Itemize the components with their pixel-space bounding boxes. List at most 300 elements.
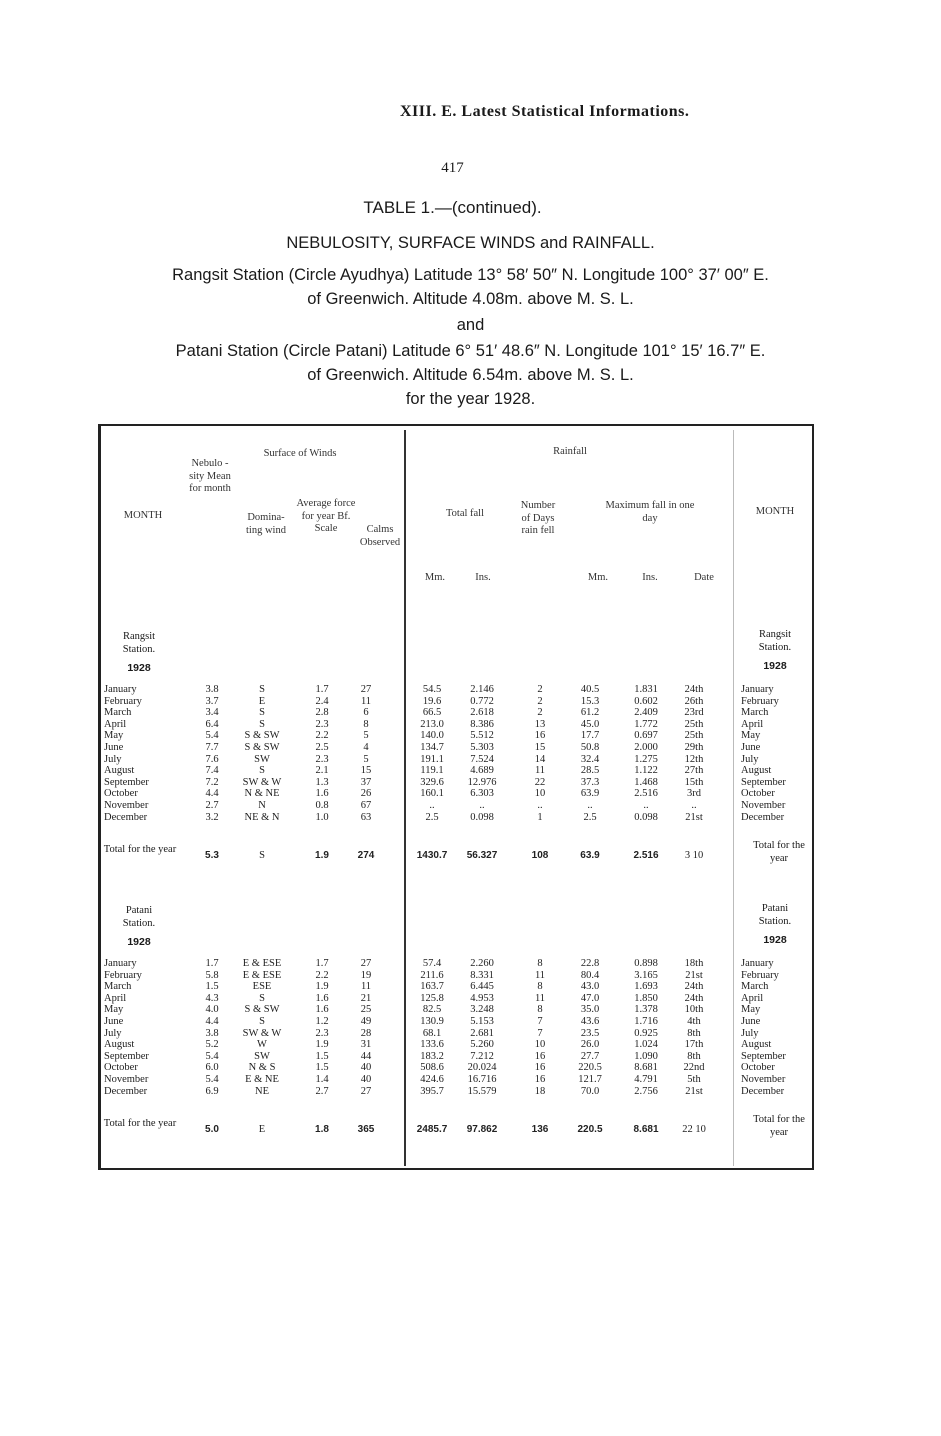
- cell-avg: 1.3: [315, 776, 329, 788]
- month-label-right: November: [741, 800, 786, 811]
- station-name: Rangsit: [122, 631, 156, 642]
- cell-neb: 1.7: [205, 958, 219, 969]
- cell-wind: W: [257, 1039, 267, 1051]
- station-year-right: 1928: [763, 934, 787, 946]
- month-label: November: [104, 1074, 149, 1085]
- cell-date: 22nd: [683, 1062, 705, 1074]
- cell-mm: 130.9: [420, 1016, 444, 1027]
- cell-wind: E & ESE: [242, 969, 282, 981]
- cell-wind: E & ESE: [242, 958, 282, 969]
- cell-date: 21st: [685, 811, 703, 823]
- cell-wind: SW: [254, 753, 270, 765]
- header-max-mm: Mm.: [587, 572, 609, 583]
- total-mm: 2485.7: [416, 1124, 448, 1136]
- month-label-right: December: [741, 811, 785, 823]
- cell-maxmm: 22.8: [580, 958, 600, 969]
- month-label-right: July: [741, 1027, 759, 1039]
- month-label-right: February: [741, 969, 779, 981]
- cell-days: 18: [534, 1085, 546, 1097]
- cell-avg: 2.5: [315, 742, 329, 753]
- cell-mm: 211.6: [420, 969, 444, 981]
- station-year-right: 1928: [763, 660, 787, 672]
- cell-maxmm: 35.0: [580, 1004, 600, 1016]
- cell-maxins: 2.516: [634, 788, 658, 800]
- total-neb: 5.3: [205, 850, 219, 862]
- cell-calms: 5: [363, 730, 369, 742]
- cell-neb: 7.2: [205, 776, 219, 788]
- cell-calms: 27: [360, 958, 372, 969]
- cell-mm: 140.0: [420, 730, 444, 742]
- cell-maxins: 0.602: [634, 695, 658, 707]
- total-date: 22 10: [682, 1124, 706, 1136]
- header-total-ins: Ins.: [475, 572, 491, 583]
- cell-neb: 6.4: [205, 718, 219, 730]
- month-label-right: March: [741, 707, 769, 719]
- cell-wind: S & SW: [244, 730, 280, 742]
- total-mm: 1430.7: [416, 850, 448, 862]
- month-label: September: [104, 1050, 149, 1062]
- total-days: 136: [531, 1124, 549, 1136]
- month-label: April: [104, 718, 127, 730]
- cell-days: 16: [534, 730, 546, 742]
- month-label-right: September: [741, 1050, 786, 1062]
- header-total-mm: Mm.: [424, 572, 446, 583]
- month-label: September: [104, 776, 149, 788]
- total-label: Total for the year: [103, 1118, 177, 1130]
- cell-avg: 1.6: [315, 1004, 329, 1016]
- cell-days: 8: [537, 958, 543, 969]
- cell-mm: 508.6: [420, 1062, 444, 1074]
- station-description-2b: of Greenwich. Altitude 6.54m. above M. S. L.: [307, 366, 634, 384]
- header-rain-days: Number of Days rain fell: [520, 500, 556, 537]
- cell-maxmm: 121.7: [578, 1074, 602, 1085]
- month-label: October: [104, 1062, 138, 1074]
- cell-calms: 6: [363, 707, 369, 719]
- cell-date: 25th: [684, 718, 704, 730]
- cell-maxins: 1.122: [634, 765, 658, 777]
- cell-mm: 66.5: [422, 707, 442, 719]
- cell-date: 5th: [687, 1074, 701, 1085]
- cell-maxins: 1.772: [634, 718, 658, 730]
- cell-mm: 68.1: [422, 1027, 442, 1039]
- cell-ins: 16.716: [467, 1074, 497, 1085]
- cell-days: 16: [534, 1074, 546, 1085]
- month-label: October: [104, 788, 138, 800]
- cell-date: 3rd: [687, 788, 701, 800]
- cell-neb: 5.8: [205, 969, 219, 981]
- cell-neb: 4.4: [205, 1016, 219, 1027]
- station-name-right: Station.: [758, 916, 792, 927]
- header-surface-winds: Surface of Winds: [263, 448, 337, 459]
- cell-calms: 11: [360, 695, 372, 707]
- cell-avg: 2.3: [315, 718, 329, 730]
- cell-mm: 19.6: [422, 695, 442, 707]
- cell-neb: 7.7: [205, 742, 219, 753]
- total-maxins: 2.516: [633, 850, 659, 862]
- cell-wind: S: [259, 1016, 265, 1027]
- header-max-ins: Ins.: [642, 572, 658, 583]
- cell-neb: 5.4: [205, 1074, 219, 1085]
- cell-avg: 2.2: [315, 730, 329, 742]
- cell-avg: 1.9: [315, 1039, 329, 1051]
- month-label: July: [104, 1027, 122, 1039]
- cell-avg: 1.7: [315, 684, 329, 695]
- cell-maxmm: 17.7: [580, 730, 600, 742]
- cell-maxmm: 80.4: [580, 969, 600, 981]
- month-label-right: June: [741, 742, 761, 753]
- month-label-right: August: [741, 765, 772, 777]
- month-label-right: November: [741, 1074, 786, 1085]
- cell-avg: 2.7: [315, 1085, 329, 1097]
- total-maxmm: 220.5: [577, 1124, 603, 1136]
- cell-avg: 1.5: [315, 1062, 329, 1074]
- month-label: March: [104, 707, 132, 719]
- cell-days: 2: [537, 707, 543, 719]
- month-label: January: [104, 958, 137, 969]
- header-rainfall: Rainfall: [553, 446, 587, 457]
- column-divider: [733, 430, 734, 1166]
- month-label-right: April: [741, 992, 764, 1004]
- cell-days: 15: [534, 742, 546, 753]
- cell-maxins: 1.716: [634, 1016, 658, 1027]
- cell-ins: 5.153: [470, 1016, 494, 1027]
- station-name-right: Rangsit: [758, 629, 792, 640]
- cell-days: ..: [537, 800, 543, 811]
- cell-calms: 44: [360, 1050, 372, 1062]
- month-label: July: [104, 753, 122, 765]
- cell-avg: 2.1: [315, 765, 329, 777]
- total-calms: 365: [357, 1124, 375, 1136]
- cell-wind: N & S: [248, 1062, 276, 1074]
- cell-date: 21st: [685, 1085, 703, 1097]
- total-maxmm: 63.9: [580, 850, 600, 862]
- cell-maxmm: 50.8: [580, 742, 600, 753]
- month-label-right: May: [741, 730, 761, 742]
- cell-ins: 6.445: [470, 981, 494, 993]
- cell-maxins: 4.791: [634, 1074, 658, 1085]
- cell-days: 2: [537, 695, 543, 707]
- cell-maxmm: 26.0: [580, 1039, 600, 1051]
- cell-days: 16: [534, 1062, 546, 1074]
- cell-ins: ..: [479, 800, 485, 811]
- cell-maxmm: 37.3: [580, 776, 600, 788]
- header-month-right: MONTH: [755, 506, 795, 517]
- cell-date: 24th: [684, 992, 704, 1004]
- cell-date: 24th: [684, 684, 704, 695]
- header-dominating-wind: Domina- ting wind: [246, 512, 286, 536]
- cell-wind: S: [259, 765, 265, 777]
- cell-date: 8th: [687, 1050, 701, 1062]
- month-label: February: [104, 695, 142, 707]
- cell-ins: 7.212: [470, 1050, 494, 1062]
- cell-calms: 28: [360, 1027, 372, 1039]
- cell-mm: 82.5: [422, 1004, 442, 1016]
- page-number: 417: [441, 160, 464, 176]
- cell-maxins: 1.090: [634, 1050, 658, 1062]
- month-label: August: [104, 765, 135, 777]
- header-max-fall: Maximum fall in one day: [605, 500, 695, 524]
- cell-date: 18th: [684, 958, 704, 969]
- cell-date: 29th: [684, 742, 704, 753]
- cell-maxins: 1.378: [634, 1004, 658, 1016]
- cell-maxins: 1.275: [634, 753, 658, 765]
- cell-maxmm: 23.5: [580, 1027, 600, 1039]
- cell-mm: 133.6: [420, 1039, 444, 1051]
- cell-neb: 7.6: [205, 753, 219, 765]
- cell-ins: 2.618: [470, 707, 494, 719]
- cell-calms: 11: [360, 981, 372, 993]
- cell-wind: N & NE: [244, 788, 280, 800]
- station-year: 1928: [127, 936, 151, 948]
- cell-date: 21st: [685, 969, 703, 981]
- cell-wind: N: [258, 800, 266, 811]
- month-label: March: [104, 981, 132, 993]
- cell-mm: 2.5: [425, 811, 439, 823]
- cell-ins: 20.024: [467, 1062, 497, 1074]
- cell-ins: 8.331: [470, 969, 494, 981]
- cell-maxmm: 27.7: [580, 1050, 600, 1062]
- cell-ins: 15.579: [467, 1085, 497, 1097]
- cell-neb: 6.0: [205, 1062, 219, 1074]
- cell-ins: 5.260: [470, 1039, 494, 1051]
- cell-maxmm: 47.0: [580, 992, 600, 1004]
- section-title: XIII. E. Latest Statistical Informations.: [400, 103, 690, 120]
- cell-wind: S & SW: [244, 1004, 280, 1016]
- cell-avg: 2.4: [315, 695, 329, 707]
- cell-wind: SW & W: [242, 776, 282, 788]
- cell-maxmm: 63.9: [580, 788, 600, 800]
- cell-date: ..: [691, 800, 697, 811]
- cell-mm: 329.6: [420, 776, 444, 788]
- month-label: June: [104, 742, 124, 753]
- cell-wind: NE & N: [244, 811, 280, 823]
- month-label: December: [104, 811, 148, 823]
- cell-ins: 0.772: [470, 695, 494, 707]
- cell-date: 26th: [684, 695, 704, 707]
- station-description-2: Patani Station (Circle Patani) Latitude 6° 51′ 48.6″ N. Longitude 101° 15′ 16.7″ E.: [175, 342, 766, 360]
- month-label-right: August: [741, 1039, 772, 1051]
- cell-maxins: 0.697: [634, 730, 658, 742]
- cell-maxmm: 45.0: [580, 718, 600, 730]
- cell-maxmm: 70.0: [580, 1085, 600, 1097]
- cell-neb: 4.0: [205, 1004, 219, 1016]
- cell-calms: 21: [360, 992, 372, 1004]
- cell-neb: 4.4: [205, 788, 219, 800]
- cell-wind: E: [258, 695, 266, 707]
- total-avg: 1.8: [315, 1124, 329, 1136]
- cell-calms: 15: [360, 765, 372, 777]
- cell-avg: 0.8: [315, 800, 329, 811]
- cell-neb: 5.4: [205, 730, 219, 742]
- total-ins: 97.862: [466, 1124, 498, 1136]
- cell-neb: 5.4: [205, 1050, 219, 1062]
- cell-maxmm: ..: [587, 800, 593, 811]
- total-wind: S: [259, 850, 265, 862]
- cell-date: 17th: [684, 1039, 704, 1051]
- cell-neb: 4.3: [205, 992, 219, 1004]
- cell-maxins: 0.925: [634, 1027, 658, 1039]
- month-label-right: October: [741, 788, 775, 800]
- cell-ins: 2.260: [470, 958, 494, 969]
- cell-neb: 7.4: [205, 765, 219, 777]
- cell-maxins: 2.000: [634, 742, 658, 753]
- cell-avg: 2.3: [315, 753, 329, 765]
- cell-mm: 54.5: [422, 684, 442, 695]
- cell-maxins: 8.681: [634, 1062, 658, 1074]
- cell-maxmm: 32.4: [580, 753, 600, 765]
- cell-mm: 125.8: [420, 992, 444, 1004]
- cell-avg: 1.6: [315, 992, 329, 1004]
- cell-avg: 1.7: [315, 958, 329, 969]
- month-label: November: [104, 800, 149, 811]
- cell-days: 7: [537, 1027, 543, 1039]
- cell-avg: 2.2: [315, 969, 329, 981]
- cell-calms: 49: [360, 1016, 372, 1027]
- month-label: June: [104, 1016, 124, 1027]
- cell-date: 25th: [684, 730, 704, 742]
- month-label-right: December: [741, 1085, 785, 1097]
- cell-maxins: 1.831: [634, 684, 658, 695]
- cell-mm: ..: [429, 800, 435, 811]
- cell-maxins: 3.165: [634, 969, 658, 981]
- cell-neb: 3.4: [205, 707, 219, 719]
- cell-calms: 26: [360, 788, 372, 800]
- total-label-right: Total for the year: [753, 1114, 805, 1139]
- total-label: Total for the year: [103, 844, 177, 856]
- cell-calms: 8: [363, 718, 369, 730]
- header-calms: Calms Observed: [359, 524, 401, 548]
- month-label-right: January: [741, 684, 774, 695]
- conjunction: and: [456, 316, 485, 334]
- cell-calms: 40: [360, 1062, 372, 1074]
- header-average-force: Average force for year Bf. Scale: [296, 498, 356, 535]
- year-line: for the year 1928.: [405, 390, 536, 408]
- total-calms: 274: [357, 850, 375, 862]
- month-label-right: January: [741, 958, 774, 969]
- cell-avg: 1.6: [315, 788, 329, 800]
- cell-days: 8: [537, 1004, 543, 1016]
- cell-wind: ESE: [252, 981, 272, 993]
- cell-wind: SW: [254, 1050, 270, 1062]
- total-date: 3 10: [684, 850, 704, 862]
- cell-days: 14: [534, 753, 546, 765]
- cell-mm: 163.7: [420, 981, 444, 993]
- cell-neb: 3.8: [205, 1027, 219, 1039]
- total-ins: 56.327: [466, 850, 498, 862]
- cell-ins: 7.524: [470, 753, 494, 765]
- cell-date: 8th: [687, 1027, 701, 1039]
- cell-calms: 4: [363, 742, 369, 753]
- cell-maxmm: 43.0: [580, 981, 600, 993]
- cell-calms: 27: [360, 684, 372, 695]
- cell-calms: 31: [360, 1039, 372, 1051]
- cell-wind: S: [259, 707, 265, 719]
- station-name-right: Station.: [758, 642, 792, 653]
- cell-wind: E & NE: [245, 1074, 279, 1085]
- cell-days: 1: [537, 811, 543, 823]
- cell-mm: 119.1: [420, 765, 444, 777]
- cell-maxins: 2.756: [634, 1085, 658, 1097]
- cell-calms: 67: [360, 800, 372, 811]
- cell-avg: 1.4: [315, 1074, 329, 1085]
- station-name: Patani: [125, 905, 153, 916]
- cell-avg: 1.0: [315, 811, 329, 823]
- cell-days: 13: [534, 718, 546, 730]
- cell-maxmm: 28.5: [580, 765, 600, 777]
- cell-mm: 183.2: [420, 1050, 444, 1062]
- month-label: May: [104, 1004, 124, 1016]
- total-avg: 1.9: [315, 850, 329, 862]
- cell-date: 15th: [684, 776, 704, 788]
- cell-maxins: 2.409: [634, 707, 658, 719]
- cell-avg: 2.8: [315, 707, 329, 719]
- station-name-right: Patani: [761, 903, 789, 914]
- cell-ins: 4.953: [470, 992, 494, 1004]
- month-label-right: July: [741, 753, 759, 765]
- cell-wind: S & SW: [244, 742, 280, 753]
- cell-maxmm: 40.5: [580, 684, 600, 695]
- cell-date: 4th: [687, 1016, 701, 1027]
- table-subtitle: NEBULOSITY, SURFACE WINDS and RAINFALL.: [286, 234, 655, 252]
- cell-maxmm: 61.2: [580, 707, 600, 719]
- cell-neb: 2.7: [205, 800, 219, 811]
- month-label-right: March: [741, 981, 769, 993]
- month-label: May: [104, 730, 124, 742]
- station-name: Station.: [122, 918, 156, 929]
- cell-ins: 0.098: [470, 811, 494, 823]
- cell-ins: 6.303: [470, 788, 494, 800]
- cell-ins: 2.146: [470, 684, 494, 695]
- cell-days: 8: [537, 981, 543, 993]
- cell-maxins: 0.098: [634, 811, 658, 823]
- station-year: 1928: [127, 662, 151, 674]
- cell-mm: 160.1: [420, 788, 444, 800]
- cell-wind: SW & W: [242, 1027, 282, 1039]
- cell-ins: 5.512: [470, 730, 494, 742]
- month-label: December: [104, 1085, 148, 1097]
- cell-avg: 1.2: [315, 1016, 329, 1027]
- station-name: Station.: [122, 644, 156, 655]
- total-days: 108: [531, 850, 549, 862]
- month-label: February: [104, 969, 142, 981]
- cell-avg: 1.5: [315, 1050, 329, 1062]
- cell-ins: 5.303: [470, 742, 494, 753]
- cell-neb: 3.8: [205, 684, 219, 695]
- total-label-right: Total for the year: [753, 840, 805, 865]
- month-label: April: [104, 992, 127, 1004]
- cell-days: 2: [537, 684, 543, 695]
- header-total-fall: Total fall: [445, 508, 485, 519]
- month-label: January: [104, 684, 137, 695]
- station-description-1b: of Greenwich. Altitude 4.08m. above M. S. L.: [307, 290, 634, 308]
- cell-wind: S: [259, 992, 265, 1004]
- total-maxins: 8.681: [633, 1124, 659, 1136]
- total-neb: 5.0: [205, 1124, 219, 1136]
- cell-days: 7: [537, 1016, 543, 1027]
- cell-mm: 424.6: [420, 1074, 444, 1085]
- cell-maxins: 1.468: [634, 776, 658, 788]
- total-wind: E: [258, 1124, 266, 1136]
- cell-calms: 25: [360, 1004, 372, 1016]
- month-label-right: April: [741, 718, 764, 730]
- cell-maxmm: 2.5: [583, 811, 597, 823]
- cell-wind: S: [259, 718, 265, 730]
- cell-maxins: 0.898: [634, 958, 658, 969]
- cell-mm: 213.0: [420, 718, 444, 730]
- cell-neb: 6.9: [205, 1085, 219, 1097]
- cell-neb: 3.2: [205, 811, 219, 823]
- cell-ins: 12.976: [467, 776, 497, 788]
